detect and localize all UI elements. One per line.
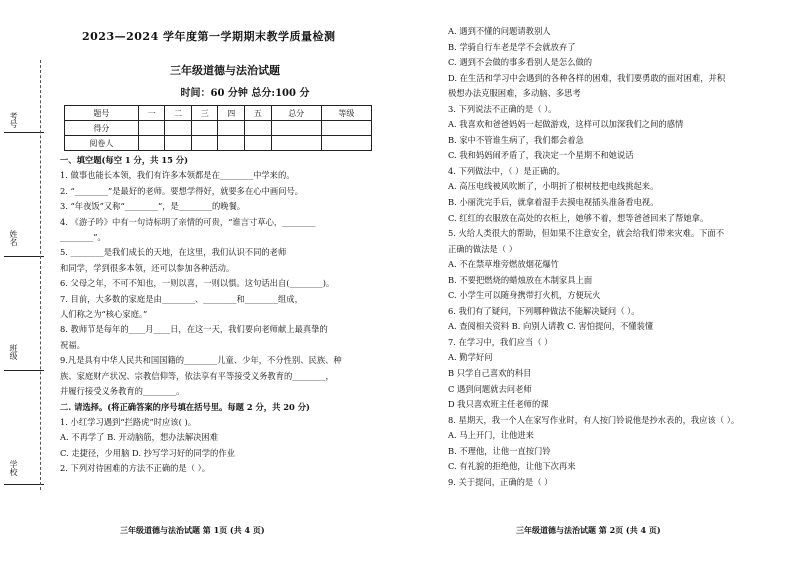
question-line: 9.凡是具有中华人民共和国国籍的________儿童、少年，不分性别、民族、种	[60, 355, 342, 366]
option-line: B. 家中不管谁生病了，我们都会着急	[448, 134, 584, 145]
question-line: 祝福。	[60, 339, 85, 350]
name-line	[4, 256, 44, 257]
left-footer: 三年级道德与法治试题 第 1页 (共 4 页)	[120, 525, 265, 535]
school-line	[4, 484, 44, 485]
option-line: D 我只喜欢班主任老师的课	[448, 399, 549, 410]
option-line: C. 小学生可以随身携带打火机，方便玩火	[448, 290, 601, 301]
option-line: A. 高压电线被风吹断了，小明折了根树枝把电线挑起来。	[448, 181, 659, 192]
table-cell: 一	[138, 106, 165, 121]
grader-input-cell[interactable]	[191, 136, 218, 151]
question-line: 5. 火给人类很大的帮助，但如果不注意安全，就会给我们带来灾难。下面不	[448, 228, 725, 239]
option-line: A. 我喜欢和爸爸妈妈一起做游戏，这样可以加深我们之间的感情	[448, 119, 684, 130]
score-input-cell[interactable]	[321, 121, 371, 136]
question-line: 族、家庭财产状况、宗教信仰等，依法享有平等接受义务教育的________，	[60, 370, 334, 381]
score-input-cell[interactable]	[271, 121, 321, 136]
option-line: A. 查阅相关资料 B. 向别人请教 C. 害怕提问，不懂装懂	[448, 321, 654, 332]
table-cell: 阅卷人	[65, 136, 139, 151]
question-line: ________”。	[60, 232, 106, 243]
table-cell: 二	[165, 106, 192, 121]
table-cell: 题号	[65, 106, 139, 121]
grader-input-cell[interactable]	[271, 136, 321, 151]
right-footer: 三年级道德与法治试题 第 2页 (共 4 页)	[516, 525, 661, 535]
table-row	[65, 121, 372, 136]
table-row	[65, 136, 372, 151]
school-label: 学校	[9, 460, 18, 476]
option-line: A. 不在禁草堆旁燃放烟花爆竹	[448, 259, 559, 270]
question-line: 4. 《游子吟》中有一句诗标明了亲情的可贵，“谁言寸草心，________	[60, 216, 316, 227]
question-line: 9. 关于提问，正确的是（ ）	[448, 476, 553, 487]
option-line: C. 走捷径，少用脑 D. 抄写学习好的同学的作业	[60, 447, 235, 458]
table-cell: 三	[191, 106, 218, 121]
option-line: B. 小丽洗完手后，就拿着湿手去摸电视插头准备看电视。	[448, 197, 659, 208]
option-line: B. 学骑自行车老是学不会就放弃了	[448, 41, 576, 52]
exam-number-label: 考号	[9, 112, 18, 128]
grader-input-cell[interactable]	[138, 136, 165, 151]
question-line: 1. 做事也能长本领，我们有许多本领都是在________中学来的。	[60, 170, 295, 181]
question-line: 并履行接受义务教育的________。	[60, 386, 185, 397]
score-input-cell[interactable]	[218, 121, 245, 136]
grader-input-cell[interactable]	[218, 136, 245, 151]
score-input-cell[interactable]	[191, 121, 218, 136]
table-cell: 总分	[271, 106, 321, 121]
option-line: A. 不再学了 B. 开动脑筋，想办法解决困难	[60, 432, 219, 443]
question-line: 3. “年夜饭”又称“________”，是________的晚餐。	[60, 201, 246, 212]
question-line: 2. “________”是最好的老师。要想学得好，就要多在心中画问号。	[60, 185, 304, 196]
score-table	[64, 105, 372, 151]
table-cell: 五	[245, 106, 272, 121]
exam-number-line	[4, 132, 44, 133]
option-line: C 遇到问题就去问老师	[448, 383, 532, 394]
class-line	[4, 370, 44, 371]
grader-input-cell[interactable]	[321, 136, 371, 151]
left-questions	[60, 153, 390, 477]
section-heading: 一、填空题(每空 1 分，共 15 分)	[60, 155, 188, 165]
table-cell: 得分	[65, 121, 139, 136]
score-input-cell[interactable]	[245, 121, 272, 136]
table-cell: 四	[218, 106, 245, 121]
question-line: 6. 父母之年，不可不知也，一则以喜，一则以惧。这句话出自(________)。	[60, 278, 335, 289]
name-label: 姓名	[9, 230, 18, 246]
option-line: C. 红红的衣服放在高处的衣柜上，她够不着，想等爸爸回来了帮她拿。	[448, 212, 709, 223]
table-row	[65, 106, 372, 121]
question-line: 5. ________是我们成长的天地，在这里，我们认识不同的老师	[60, 247, 287, 258]
option-line: A. 遇到不懂的问题请教别人	[448, 26, 551, 36]
score-input-cell[interactable]	[165, 121, 192, 136]
right-page	[400, 0, 794, 561]
question-line: 1. 小红学习遇到“拦路虎”时应该( )。	[60, 416, 197, 427]
score-input-cell[interactable]	[138, 121, 165, 136]
option-line: D. 在生活和学习中会遇到的各种各样的困难，我们要勇敢的面对困难，并积	[448, 72, 726, 83]
option-line: B 只学自己喜欢的科目	[448, 368, 532, 379]
exam-title: 2023—2024 学年度第一学期期末教学质量检测	[82, 30, 336, 43]
option-line: B. 不理他，让他一直按门铃	[448, 445, 551, 456]
question-line: 7. 目前，大多数的家庭是由________、________和________组成，	[60, 293, 303, 304]
question-line: 6. 我们有了疑问，下列哪种做法不能解决疑问（ ）。	[448, 305, 640, 316]
left-sheet	[60, 28, 390, 477]
question-line: 和同学，学到很多本领，还可以参加各种活动。	[60, 262, 235, 273]
right-questions	[448, 24, 788, 490]
question-line: 8. 星期天，我一个人在家写作业时，有人按门铃说他是抄水表的，我应该（ ）。	[448, 414, 740, 425]
question-line: 2. 下列对待困难的方法不正确的是（ ）。	[60, 463, 211, 474]
question-line: 8. 教师节是每年的____月____日，在这一天，我们要向老师献上最真挚的	[60, 324, 328, 335]
question-line: 人们称之为“核心家庭。”	[60, 309, 148, 320]
question-line: 4. 下列做法中，（ ）是正确的。	[448, 165, 565, 176]
option-line: C. 我和妈妈闹矛盾了，我决定一个星期不和她说话	[448, 150, 634, 161]
option-line: C. 遇到不会做的事多看别人是怎么做的	[448, 57, 593, 68]
option-line: A. 马上开门，让他进来	[448, 430, 534, 441]
question-line: 正确的做法是（ ）	[448, 243, 518, 254]
option-line: C. 有礼貌的拒绝他，让他下次再来	[448, 461, 576, 472]
class-label: 班级	[9, 344, 18, 360]
option-line: B. 不要把燃烧的蜡烛放在木制家具上面	[448, 274, 593, 285]
question-line: 3. 下列说法不正确的是（ ）。	[448, 103, 557, 114]
section-heading: 二. 请选择。(将正确答案的序号填在括号里。每题 2 分，共 20 分)	[60, 401, 310, 412]
binding-margin	[0, 0, 52, 561]
grader-input-cell[interactable]	[165, 136, 192, 151]
option-line: A. 勤学好问	[448, 352, 493, 363]
binding-dashed-line	[40, 60, 41, 490]
time-score-line: 时间：60 分钟 总分:100 分	[180, 88, 310, 99]
grader-input-cell[interactable]	[245, 136, 272, 151]
table-cell: 等级	[321, 106, 371, 121]
question-line: 7. 在学习中，我们应当（ ）	[448, 336, 553, 347]
subject-title: 三年级道德与法治试题	[170, 64, 280, 77]
option-line: 极想办法克服困难，多动脑、多思考	[448, 88, 581, 99]
